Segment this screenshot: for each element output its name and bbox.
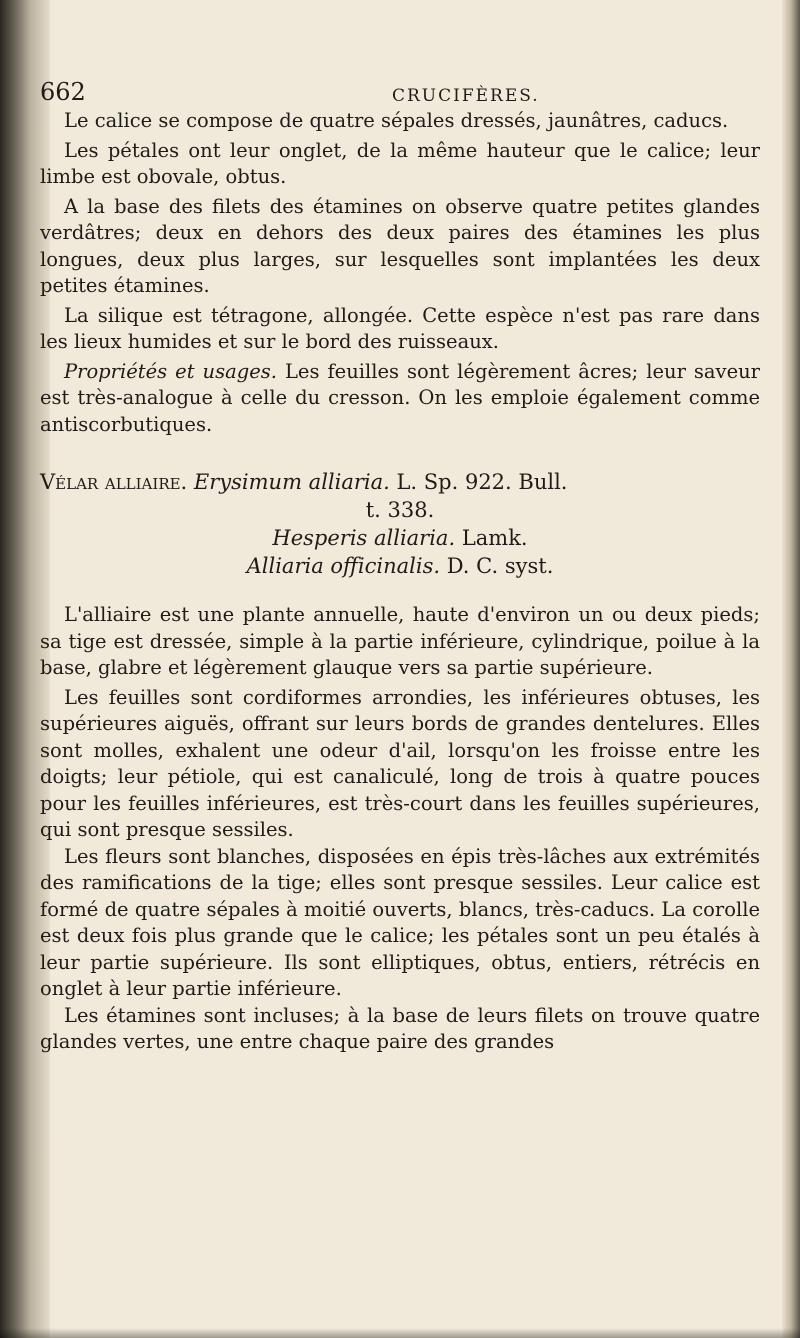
page-bottom-shadow: [0, 1328, 800, 1338]
paragraph-feuilles: Les feuilles sont cordiformes arrondies, les inférieures obtuses, les supérieures aiguës, offrant sur leurs bords de grandes dentelures. Elles sont molles, exhalent une odeur d'ail, lorsqu'on les froisse entre les doigts; leur pétiole, qui est canaliculé, long de trois à quatre pouces pour les feuilles inférieures, est très-court dans les feuilles supérieures, qui sont presque sessiles.: [40, 685, 760, 841]
section-title: CRUCIFÈRES.: [392, 86, 540, 106]
synonym-hesperis: [40, 524, 760, 552]
paragraph-glandes: A la base des filets des étamines on observe quatre petites glandes verdâtres; deux en dehors des deux paires des étamines les plus longues, deux plus larges, sur lesquelles sont implantées les deux petites étamines.: [40, 194, 760, 297]
page-edge-shadow: [782, 0, 800, 1338]
running-head: [40, 78, 760, 108]
entry-heading: [40, 468, 760, 496]
paragraph-fleurs: Les fleurs sont blanches, disposées en épis très-lâches aux extrémités des ramifications de la tige; elles sont presque sessiles. Leur calice est formé de quatre sépales à moitié ouverts, blancs, très-caducs. La corolle est deux fois plus grande que le calice; les pétales sont un peu étalés à leur partie supérieure. Ils sont elliptiques, obtus, entiers, rétrécis en onglet à leur partie inférieure.: [40, 844, 760, 1000]
paragraph-silique: La silique est tétragone, allongée. Cette espèce n'est pas rare dans les lieux humides et sur le bord des ruisseaux.: [40, 303, 760, 353]
entry-reference-continued: t. 338.: [365, 498, 435, 522]
paragraph-petales: Les pétales ont leur onglet, de la même hauteur que le calice; leur limbe est obovale, obtus.: [40, 138, 760, 188]
synonym-alliaria: [40, 552, 760, 580]
paragraph-etamines: Les étamines sont incluses; à la base de leurs filets on trouve quatre glandes vertes, une entre chaque paire des grandes: [40, 1003, 760, 1053]
book-page: [40, 78, 760, 1056]
synonym-alliaria-latin: Alliaria officinalis.: [246, 554, 441, 578]
paragraph-plante: L'alliaire est une plante annuelle, haute d'environ un ou deux pieds; sa tige est dressée, simple à la partie inférieure, cylindrique, poilue à la base, glabre et légèrement glauque vers sa partie supérieure.: [40, 603, 760, 679]
synonym-alliaria-ref: D. C. syst.: [440, 554, 554, 578]
paragraph-calice: Le calice se compose de quatre sépales dressés, jaunâtres, caducs.: [64, 109, 729, 132]
properties-label: Propriétés et usages.: [64, 359, 277, 383]
entry-common-name: Vélar alliaire.: [40, 470, 188, 494]
paragraph-proprietes: [40, 359, 760, 439]
properties-text: Les feuilles sont légèrement âcres; leur saveur est très-analogue à celle du cresson. On les emploie également comme antiscorbutiques.: [40, 359, 760, 436]
entry-reference: L. Sp. 922. Bull.: [389, 470, 568, 494]
synonym-hesperis-latin: Hesperis alliaria.: [272, 526, 456, 550]
entry-latin-name: Erysimum alliaria.: [193, 470, 390, 494]
page-number: 662: [40, 78, 86, 106]
synonym-hesperis-ref: Lamk.: [455, 526, 528, 550]
